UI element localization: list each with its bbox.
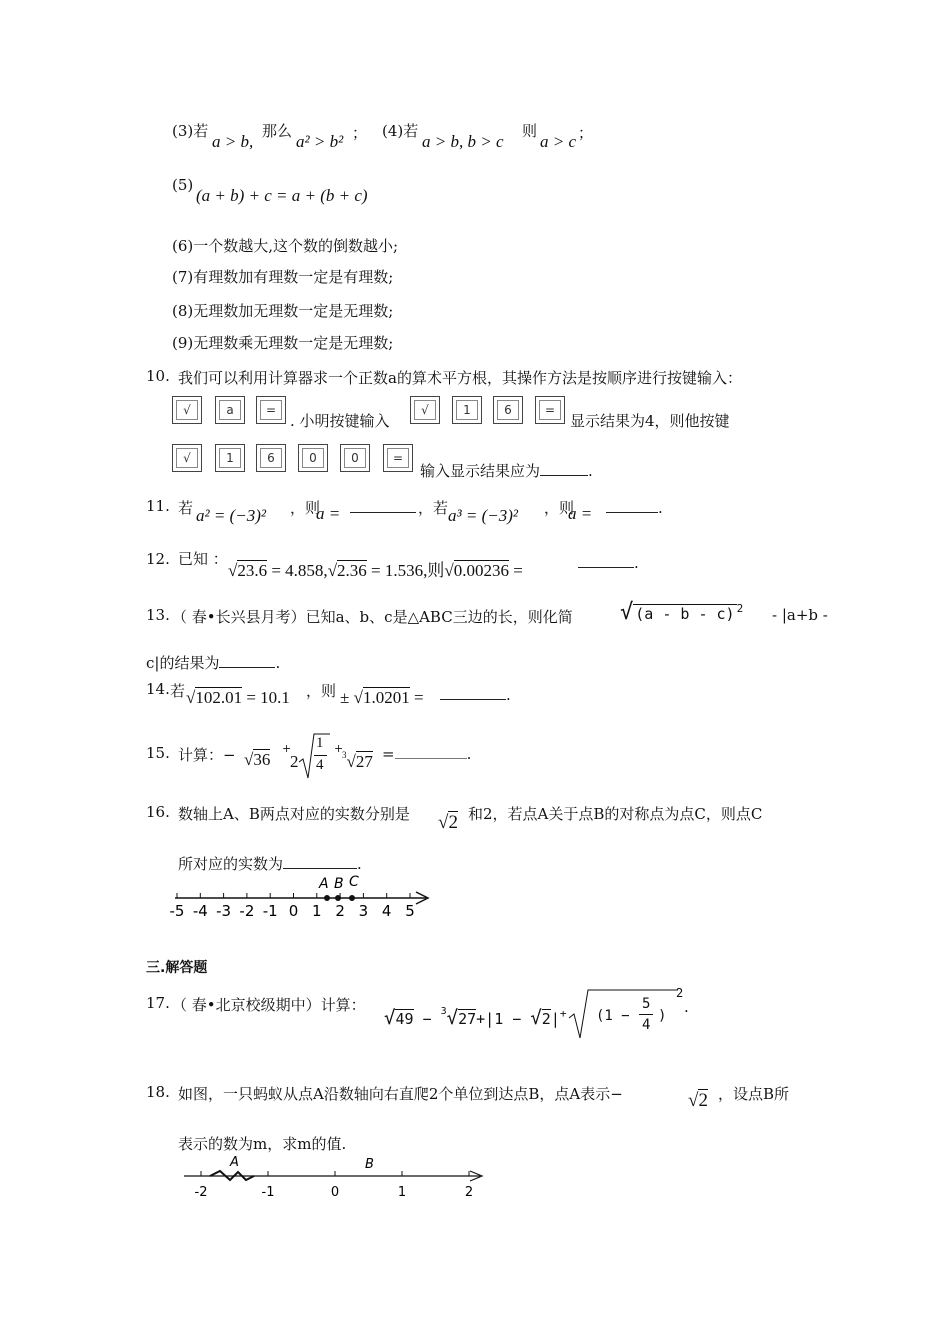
sqrt-sign: √ bbox=[228, 561, 238, 580]
q14-pm: ± bbox=[340, 688, 350, 707]
fraction-bar bbox=[639, 1014, 653, 1015]
item-3-prefix: (3)若 bbox=[172, 122, 209, 140]
axis-tick-label: 0 bbox=[288, 902, 299, 920]
item-3-end: ； bbox=[352, 124, 368, 142]
fraction-denominator: 4 bbox=[642, 1017, 651, 1033]
q17-exponent: 2 bbox=[676, 986, 684, 1000]
root-index: 3 bbox=[440, 1006, 447, 1017]
q16-number: 16. bbox=[146, 803, 170, 821]
q15-t1: 计算：− bbox=[178, 746, 236, 764]
q12-eq-1: = 4.858, bbox=[267, 561, 328, 580]
q10-end bbox=[420, 460, 593, 481]
q15-radicand-1: 36 bbox=[253, 750, 271, 769]
q12-eq-3: = bbox=[508, 561, 523, 580]
radical-sign bbox=[298, 732, 330, 780]
item-4-math1: a > b, b > c bbox=[422, 132, 504, 151]
q15-number: 15. bbox=[146, 744, 170, 762]
q14-t2: ，则 bbox=[306, 682, 337, 700]
key-0: 0 bbox=[298, 444, 328, 472]
root-index: 3 bbox=[342, 750, 347, 760]
item-3-mid: 那么 bbox=[262, 122, 293, 140]
item-5-math: (a + b) + c = a + (b + c) bbox=[196, 186, 368, 205]
axis-tick-label: -2 bbox=[239, 902, 255, 920]
key-equals: = bbox=[256, 396, 286, 424]
sqrt-sign: √ bbox=[353, 688, 363, 707]
axis-tick-label: 2 bbox=[464, 1185, 474, 1200]
q17-tail: . bbox=[684, 998, 689, 1016]
q13-t2: - |a+b - bbox=[772, 606, 828, 624]
q17-expr bbox=[384, 1006, 566, 1029]
axis-tick-label: -5 bbox=[169, 902, 185, 920]
q18-radicand: 2 bbox=[698, 1090, 708, 1111]
q11-t3: ，若 bbox=[418, 499, 449, 517]
answer-blank bbox=[283, 854, 357, 869]
sqrt-sign: √ bbox=[438, 812, 449, 833]
q15-coef: 2 bbox=[290, 752, 299, 771]
section-title: 三.解答题 bbox=[146, 960, 208, 976]
item-4-prefix: (4)若 bbox=[382, 122, 419, 140]
sqrt-sign: √ bbox=[186, 688, 196, 707]
q17-plus: + bbox=[559, 1007, 567, 1020]
item-9: (9)无理数乘无理数一定是无理数; bbox=[172, 334, 394, 352]
q14-radicand-1: 102.01 bbox=[195, 688, 243, 707]
q11-t2: ，则 bbox=[290, 499, 321, 517]
q12-radicand-1: 23.6 bbox=[237, 561, 268, 580]
key-6: 6 bbox=[493, 396, 523, 424]
axis-tick-label: -2 bbox=[194, 1185, 208, 1200]
sqrt-sign: √ bbox=[327, 561, 338, 580]
point-A-label: A bbox=[230, 1155, 239, 1170]
sqrt-sign: √ bbox=[620, 600, 634, 625]
q18-t3: 表示的数为m，求m的值. bbox=[178, 1135, 347, 1153]
q17-radicand-3: 2 bbox=[541, 1010, 551, 1028]
q11-e2: a³ = (−3)² bbox=[448, 506, 518, 525]
q18-number-line bbox=[170, 1152, 490, 1202]
q17-frac-open: (1 − bbox=[596, 1008, 630, 1024]
key-6: 6 bbox=[256, 444, 286, 472]
sqrt-sign: √ bbox=[244, 750, 254, 769]
q10-end-text: 输入显示结果应为 bbox=[420, 462, 541, 480]
q11-e1: a² = (−3)² bbox=[196, 506, 266, 525]
q14-expr2 bbox=[340, 688, 424, 708]
q11-v1: a = bbox=[316, 504, 341, 523]
q13-exponent: 2 bbox=[736, 602, 744, 615]
item-3-math1: a > b, bbox=[212, 132, 254, 151]
q17-abs-open: +|1 − bbox=[476, 1010, 531, 1028]
key-equals: = bbox=[383, 444, 413, 472]
item-4-mid: 则 bbox=[522, 122, 538, 140]
axis-tick-label: -1 bbox=[261, 1185, 275, 1200]
q10-after: 显示结果为4，则他按键 bbox=[570, 412, 730, 430]
q15-cbrt-27 bbox=[342, 750, 373, 772]
q12-radicand-3: 0.00236 bbox=[453, 561, 509, 580]
key-0: 0 bbox=[340, 444, 370, 472]
axis-tick-label: 4 bbox=[381, 902, 392, 920]
q15-sqrt-fraction bbox=[298, 732, 330, 780]
key-equals: = bbox=[535, 396, 565, 424]
key-a: a bbox=[215, 396, 245, 424]
sqrt-sign: √ bbox=[530, 1007, 542, 1029]
q17-t1: （ 春•北京校级期中）计算： bbox=[172, 996, 366, 1014]
q18-number: 18. bbox=[146, 1083, 170, 1101]
q16-t3: 所对应的实数为 bbox=[178, 855, 284, 873]
q12-expr bbox=[228, 556, 523, 581]
q12-radicand-2: 2.36 bbox=[337, 561, 367, 580]
fraction-denominator: 4 bbox=[316, 757, 324, 773]
answer-blank: . bbox=[606, 498, 663, 517]
q15-plus-1: + bbox=[282, 742, 292, 755]
point-B-dot bbox=[335, 895, 341, 901]
q16-number-line bbox=[160, 870, 440, 922]
key-1: 1 bbox=[215, 444, 245, 472]
q16-radicand: 2 bbox=[448, 812, 458, 833]
item-6: (6)一个数越大,这个数的倒数越小; bbox=[172, 237, 399, 255]
q14-number: 14. bbox=[146, 680, 170, 698]
point-A-label: A bbox=[319, 876, 329, 892]
sqrt-sign: √ bbox=[346, 752, 356, 771]
q16-t1: 数轴上A、B两点对应的实数分别是 bbox=[178, 805, 410, 823]
q17-frac-close: ) bbox=[658, 1008, 667, 1024]
q15-sqrt-36 bbox=[244, 750, 270, 770]
point-C-label: C bbox=[349, 874, 359, 890]
answer-blank: . bbox=[440, 685, 511, 704]
q11-t1: 若 bbox=[178, 499, 194, 517]
key-sqrt: √ bbox=[410, 396, 440, 424]
key-sqrt: √ bbox=[172, 444, 202, 472]
q18-t1: 如图，一只蚂蚁从点A沿数轴向右直爬2个单位到达点B，点A表示− bbox=[178, 1085, 623, 1103]
q13-radicand: (a - b - c) bbox=[635, 605, 735, 623]
answer-blank bbox=[219, 653, 275, 668]
axis-tick-label: 0 bbox=[330, 1185, 340, 1200]
q11-v2: a = bbox=[568, 504, 593, 523]
q13-t1: （ 春•长兴县月考）已知a、b、c是△ABC三边的长，则化简 bbox=[172, 608, 573, 626]
sqrt-sign: √ bbox=[688, 1090, 699, 1111]
q13-tail: . bbox=[275, 654, 281, 672]
axis-tick-label: -3 bbox=[216, 902, 232, 920]
point-B-label: B bbox=[334, 876, 344, 892]
q13-expr bbox=[620, 600, 743, 625]
q17-minus: − bbox=[422, 1010, 432, 1028]
q10-tail: . bbox=[588, 462, 593, 480]
answer-blank bbox=[350, 498, 416, 517]
q14-eq-1: = 10.1 bbox=[242, 688, 290, 707]
q12-number: 12. bbox=[146, 550, 170, 568]
item-7: (7)有理数加有理数一定是有理数; bbox=[172, 268, 394, 286]
answer-blank bbox=[395, 744, 467, 759]
item-4-math2: a > c bbox=[540, 132, 577, 151]
item-3 bbox=[172, 120, 208, 141]
item-3-math2: a² > b² bbox=[296, 132, 344, 151]
q13-t3-line bbox=[146, 652, 280, 673]
axis-tick-label: 5 bbox=[405, 902, 415, 920]
q10-number: 10. bbox=[146, 367, 170, 385]
q17-radicand-2: 27 bbox=[458, 1010, 477, 1028]
q11-t4: ，则 bbox=[544, 499, 575, 517]
q16-t2: 和2，若点A关于点B的对称点为点C，则点C bbox=[468, 805, 763, 823]
q14-t1: 若 bbox=[170, 682, 186, 700]
q16-tail: . bbox=[357, 855, 362, 873]
axis-tick-label: 1 bbox=[312, 902, 322, 920]
q15-eq: = . bbox=[382, 745, 472, 763]
fraction-bar bbox=[314, 755, 327, 756]
axis-tick-label: 3 bbox=[358, 902, 369, 920]
q11-number: 11. bbox=[146, 497, 170, 515]
q17-number: 17. bbox=[146, 994, 170, 1012]
q13-number: 13. bbox=[146, 606, 170, 624]
q14-eq-2: = bbox=[409, 688, 424, 707]
sqrt-sign: √ bbox=[444, 561, 454, 580]
q12-t1: 已知 ： bbox=[178, 550, 228, 568]
q15-plus-2: + bbox=[334, 742, 344, 755]
item-8: (8)无理数加无理数一定是无理数; bbox=[172, 302, 394, 320]
q14-expr1 bbox=[186, 688, 290, 708]
fraction-numerator: 1 bbox=[316, 735, 324, 751]
item-4-end: ； bbox=[578, 124, 594, 142]
axis-tick-label: 2 bbox=[335, 902, 345, 920]
axis-tick-label: 1 bbox=[397, 1185, 407, 1200]
answer-blank bbox=[540, 461, 588, 476]
q18-t2: ，设点B所 bbox=[718, 1085, 790, 1103]
item-5-prefix: (5) bbox=[172, 176, 194, 194]
axis-tick-label: -4 bbox=[192, 902, 208, 920]
answer-blank: . bbox=[578, 553, 639, 572]
sqrt-sign: √ bbox=[384, 1007, 396, 1029]
fraction-numerator: 5 bbox=[642, 996, 651, 1012]
q10-mid: . 小明按键输入 bbox=[290, 412, 390, 430]
point-C-dot bbox=[349, 895, 355, 901]
sqrt-sign: √ bbox=[446, 1007, 459, 1029]
q15-radicand-3: 27 bbox=[355, 752, 373, 771]
axis-tick-label: -1 bbox=[262, 902, 278, 920]
q18-sqrt-2 bbox=[688, 1090, 708, 1112]
q16-sqrt-2 bbox=[438, 812, 458, 834]
q10-text: 我们可以利用计算器求一个正数a的算术平方根，其操作方法是按顺序进行按键输入： bbox=[178, 369, 742, 387]
q17-sqrt-square bbox=[568, 986, 688, 1040]
q12-eq-2: = 1.536,则 bbox=[366, 561, 445, 580]
key-sqrt: √ bbox=[172, 396, 202, 424]
q17-abs-close: | bbox=[550, 1010, 560, 1028]
q14-radicand-2: 1.0201 bbox=[362, 688, 410, 707]
q17-radicand-1: 49 bbox=[395, 1010, 414, 1028]
key-1: 1 bbox=[452, 396, 482, 424]
point-B-label: B bbox=[365, 1157, 374, 1172]
point-A-dot bbox=[324, 895, 330, 901]
q13-t3: c|的结果为 bbox=[146, 654, 220, 672]
